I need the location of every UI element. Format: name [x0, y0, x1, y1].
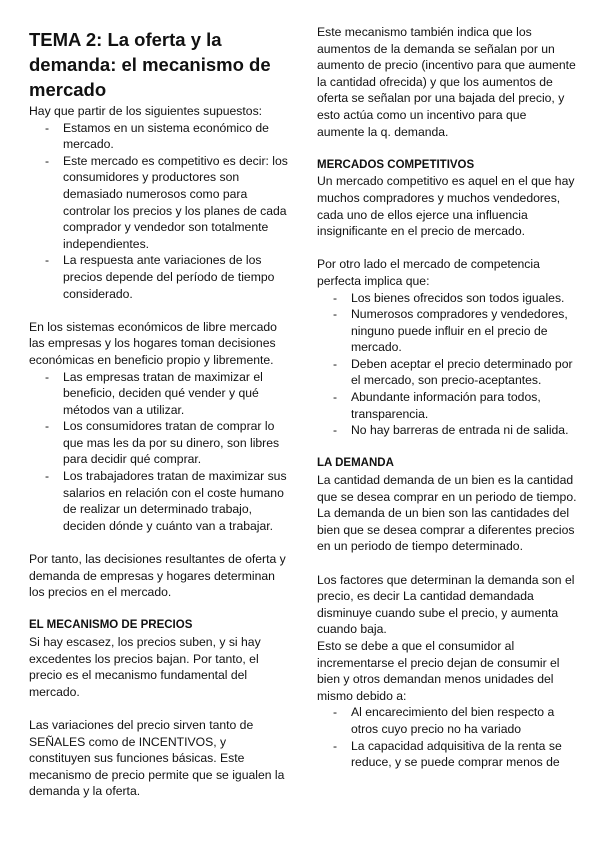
paragraph-competitivo: Un mercado competitivo es aquel en el que hay muchos compradores y muchos vendedores, cada uno de ellos ejerce una influencia insignificante en el precio de mercado.: [317, 174, 575, 239]
paragraph-mecanismo: Este mecanismo también indica que los aumentos de la demanda se señalan por un aumento de precio (incentivo para que aumente la cantidad ofrecida) y que los aumentos de oferta se señalan por una bajada del precio, y esto actúa como un incentivo para que aumente la q. demanda.: [317, 25, 576, 139]
page-title: TEMA 2: La oferta y la demanda: el mecanismo de mercado: [29, 29, 271, 100]
intro-text: Hay que partir de los siguientes supuestos:: [29, 104, 263, 118]
list-item: - Al encarecimiento del bien respecto a otros cuyo precio no ha variado: [317, 704, 577, 737]
paragraph-perfecta: Por otro lado el mercado de competencia perfecta implica que:: [317, 257, 540, 288]
paragraph-portanto: Por tanto, las decisiones resultantes de oferta y demanda de empresas y hogares determinan los precios en el mercado.: [29, 552, 286, 600]
list-item: - Deben aceptar el precio determinado por el mercado, son precio-aceptantes.: [317, 356, 577, 389]
right-column: [317, 24, 577, 771]
agentes-list: [29, 369, 291, 535]
list-item: - No hay barreras de entrada ni de salida.: [317, 422, 577, 439]
list-item: - Este mercado es competitivo es decir: los consumidores y productores son demasiado numerosos como para controlar los precios y los planes de cada comprador y vendedor son totalmente independientes.: [29, 153, 291, 253]
list-item: - Abundante información para todos, transparencia.: [317, 389, 577, 422]
list-item: - Los bienes ofrecidos son todos iguales.: [317, 290, 577, 307]
supuestos-list: [29, 120, 291, 303]
paragraph-esto: Esto se debe a que el consumidor al incrementarse el precio dejan de consumir el bien y otros demandan menos unidades del mismo debido a:: [317, 638, 560, 703]
list-item: - La respuesta ante variaciones de los precios depende del período de tiempo considerado.: [29, 252, 291, 302]
heading-mercados-competitivos: MERCADOS COMPETITIVOS: [317, 158, 475, 171]
heading-la-demanda: LA DEMANDA: [317, 457, 394, 470]
paragraph-escasez: Si hay escasez, los precios suben, y si hay excedentes los precios bajan. Por tanto, el precio es el mecanismo fundamental del mercado.: [29, 635, 261, 699]
paragraph-variaciones: Las variaciones del precio sirven tanto de SEÑALES como de INCENTIVOS, y constituyen sus funciones básicas. Este mecanismo de precio permite que se igualen la demanda y la oferta.: [29, 717, 285, 799]
heading-mecanismo-precios: EL MECANISMO DE PRECIOS: [29, 619, 193, 632]
paragraph-factores: Los factores que determinan la demanda son el precio, es decir La cantidad demandada disminuye cuando sube el precio, y aumenta cuando baja.: [317, 572, 575, 637]
list-item: - Las empresas tratan de maximizar el beneficio, deciden qué vender y qué métodos van a utilizar.: [29, 369, 291, 419]
paragraph-demanda: La cantidad demanda de un bien es la cantidad que se desea comprar en un periodo de tiempo. La demanda de un bien son las cantidades del bien que se desea comprar a diferentes precios en un periodo de tiempo determinado.: [317, 473, 577, 554]
motivos-list: [317, 704, 577, 770]
list-item: - La capacidad adquisitiva de la renta se reduce, y se puede comprar menos de: [317, 738, 577, 771]
list-item: - Los trabajadores tratan de maximizar sus salarios en relación con el coste humano de realizar un determinado trabajo, deciden dónde y cuánto van a trabajar.: [29, 468, 291, 534]
list-item: - Los consumidores tratan de comprar lo que mas les da por su dinero, son libres para decidir qué comprar.: [29, 418, 291, 468]
list-item: - Numerosos compradores y vendedores, ninguno puede influir en el precio de mercado.: [317, 306, 577, 356]
paragraph-sistemas: En los sistemas económicos de libre mercado las empresas y los hogares toman decisiones económicas en beneficio propio y libremente.: [29, 319, 277, 367]
perfecta-list: [317, 290, 577, 439]
list-item: - Estamos en un sistema económico de mercado.: [29, 120, 291, 153]
left-column: [29, 24, 291, 800]
